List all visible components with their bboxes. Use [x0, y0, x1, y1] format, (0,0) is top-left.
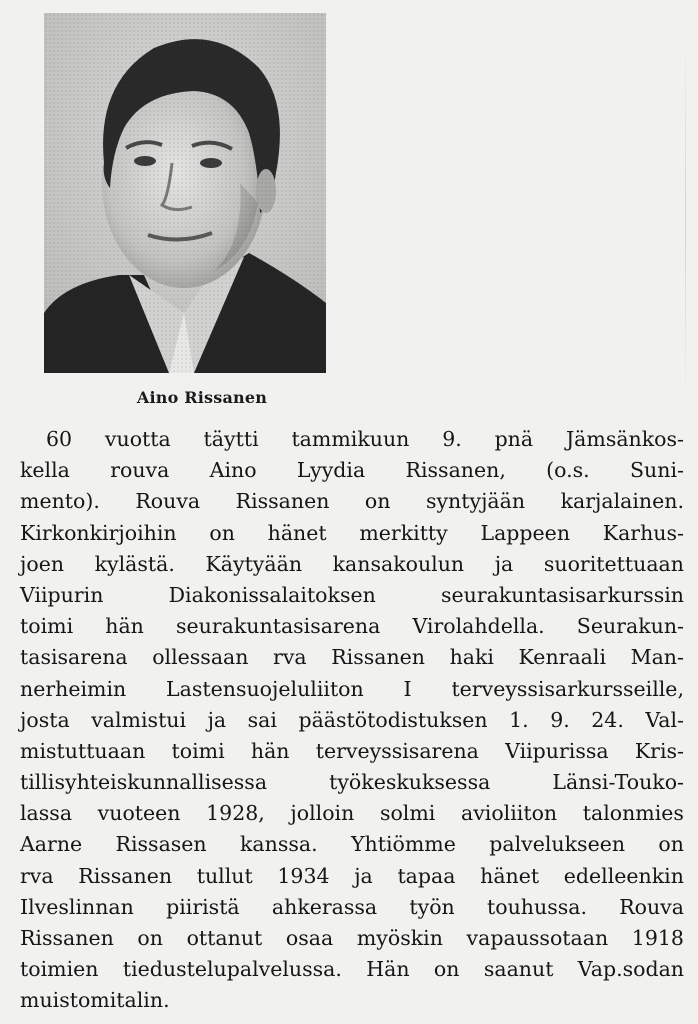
article-word: Suni- — [630, 458, 684, 483]
article-line — [20, 611, 684, 642]
article-word: Seurakun- — [576, 614, 684, 639]
article-word: valmistui — [91, 707, 187, 732]
article-word: Länsi-Touko- — [552, 770, 684, 795]
article-line — [20, 455, 684, 486]
article-word: solmi — [379, 801, 436, 826]
article-word: on — [364, 489, 391, 514]
article-word: vuotta — [104, 427, 171, 451]
article-word: ahkerassa — [271, 894, 378, 919]
article-word: muistomitalin. — [20, 988, 170, 1013]
article-word: työkeskuksessa — [329, 770, 491, 795]
article-word: suoritettuaan — [543, 551, 684, 576]
article-word: Hän — [366, 957, 410, 982]
article-word: osaa — [285, 926, 334, 950]
article-word: 1. — [509, 707, 529, 732]
article-word: mento). — [20, 489, 100, 514]
article-line — [20, 674, 684, 705]
article-word: joen — [20, 551, 65, 576]
article-word: Man- — [630, 645, 684, 670]
article-line — [20, 767, 684, 798]
article-word: on — [658, 832, 684, 857]
article-word: Rouva — [619, 894, 684, 919]
article-word: Rissanen — [78, 863, 173, 888]
article-word: seurakuntasisarkurssin — [440, 582, 684, 607]
article-word: Lyydia — [296, 458, 366, 483]
article-word: 24. — [591, 707, 624, 732]
article-word: päästötodistuksen — [298, 707, 488, 732]
article-word: tiedustelupalvelussa. — [122, 957, 342, 982]
article-word: tullut — [196, 863, 253, 888]
article-word: myöskin — [356, 926, 443, 950]
article-word: rva — [20, 863, 54, 888]
article-word: Viipurin — [20, 582, 104, 607]
article-word: Käytyään — [205, 551, 303, 576]
article-word: Rissasen — [115, 832, 207, 857]
article-word: Rissanen, — [405, 458, 506, 483]
article-word: Lastensuojeluliiton — [166, 676, 364, 701]
page-edge-shadow — [685, 30, 686, 410]
article-word: kella — [20, 458, 70, 483]
article-word: tammikuun — [291, 427, 410, 451]
article-word: piiristä — [166, 894, 240, 919]
article-word: tapaa — [397, 863, 456, 888]
article-word: 1928, — [206, 801, 265, 826]
article-word: kylästä. — [94, 551, 175, 576]
article-word: Lappeen — [480, 520, 571, 545]
article-word: Aarne — [20, 832, 83, 857]
article-word: tasisarena — [20, 645, 128, 670]
article-word: on — [433, 957, 460, 982]
article-word: josta — [20, 707, 70, 732]
article-word: Karhus- — [602, 520, 684, 545]
article-word: Viipurissa — [505, 738, 609, 763]
article-word: ja — [354, 863, 373, 888]
photo-caption: Aino Rissanen — [136, 388, 268, 407]
article-word: Rouva — [135, 489, 201, 514]
article-line — [20, 829, 684, 860]
article-word: haki — [449, 645, 494, 670]
article-word: Rissanen — [331, 645, 426, 670]
article-word: ottanut — [186, 926, 263, 950]
article-line — [20, 518, 684, 549]
article-word: on — [137, 926, 163, 950]
article-word: Val- — [645, 707, 684, 732]
article-line — [20, 642, 684, 673]
article-line — [20, 486, 684, 517]
article-word: Vap.sodan — [577, 957, 684, 982]
article-word: sai — [247, 707, 277, 732]
article-line — [20, 954, 684, 985]
article-word: on — [209, 520, 235, 545]
article-word: (o.s. — [546, 458, 590, 483]
article-word: edelleenkin — [563, 863, 684, 888]
portrait-photo — [44, 13, 326, 373]
article-word: 9. — [442, 427, 462, 451]
article-word: kanssa. — [240, 832, 318, 857]
article-word: toimi — [20, 614, 74, 639]
article-word: jolloin — [290, 801, 355, 826]
article-word: saanut — [483, 957, 554, 982]
article-word: touhussa. — [487, 894, 587, 919]
article-word: merkitty — [359, 520, 448, 545]
article-line — [20, 736, 684, 767]
article-word: Kenraali — [518, 645, 607, 670]
article-word: Rissanen — [20, 926, 114, 950]
article-line — [20, 798, 684, 829]
article-word: Yhtiömme — [351, 832, 456, 857]
article-word: työn — [409, 894, 455, 919]
article-word: 1918 — [631, 926, 684, 950]
article-word: Jämsänkos- — [565, 427, 684, 451]
article-word: I — [403, 676, 412, 701]
article-word: terveyssisarkursseille, — [451, 676, 684, 701]
article-word: Ilveslinnan — [20, 894, 134, 919]
article-word: vapaussotaan — [466, 926, 609, 950]
article-word: rva — [273, 645, 307, 670]
article-word: 60 — [46, 427, 73, 451]
article-word: terveyssisarena — [315, 738, 479, 763]
article-word: ja — [207, 707, 227, 732]
article-word: talonmies — [582, 801, 684, 826]
article-line — [20, 580, 684, 611]
article-word: 9. — [550, 707, 570, 732]
article-word: täytti — [203, 427, 259, 451]
article-line — [20, 985, 684, 1016]
article-word: mistuttuaan — [20, 738, 146, 763]
article-word: ja — [494, 551, 514, 576]
article-word: rouva — [110, 458, 170, 483]
article-body — [20, 424, 684, 1017]
article-word: kansakoulun — [332, 551, 465, 576]
article-word: Kris- — [634, 738, 684, 763]
article-word: pnä — [494, 427, 534, 451]
article-word: 1934 — [277, 863, 330, 888]
article-word: palvelukseen — [489, 832, 626, 857]
article-word: hän — [105, 614, 144, 639]
article-word: vuoteen — [97, 801, 181, 826]
article-word: Diakonissalaitoksen — [168, 582, 376, 607]
article-word: syntyjään — [425, 489, 526, 514]
article-word: tillisyhteiskunnallisessa — [20, 770, 268, 795]
article-word: Rissanen — [235, 489, 330, 514]
article-word: hänet — [267, 520, 327, 545]
article-word: hänet — [480, 863, 540, 888]
article-word: lassa — [20, 801, 73, 826]
article-line — [20, 424, 684, 455]
article-word: hän — [250, 738, 290, 763]
article-line — [20, 861, 684, 892]
article-word: Aino — [209, 458, 257, 483]
article-word: Virolahdella. — [412, 614, 545, 639]
article-line — [20, 549, 684, 580]
article-line — [20, 705, 684, 736]
article-word: toimien — [20, 957, 99, 982]
article-word: seurakuntasisarena — [176, 614, 381, 639]
article-word: nerheimin — [20, 676, 127, 701]
article-word: Kirkonkirjoihin — [20, 520, 177, 545]
article-word: avioliiton — [460, 801, 558, 826]
article-word: karjalainen. — [560, 489, 684, 514]
article-word: toimi — [171, 738, 225, 763]
article-word: ollessaan — [152, 645, 249, 670]
article-line — [20, 892, 684, 923]
article-line — [20, 923, 684, 954]
